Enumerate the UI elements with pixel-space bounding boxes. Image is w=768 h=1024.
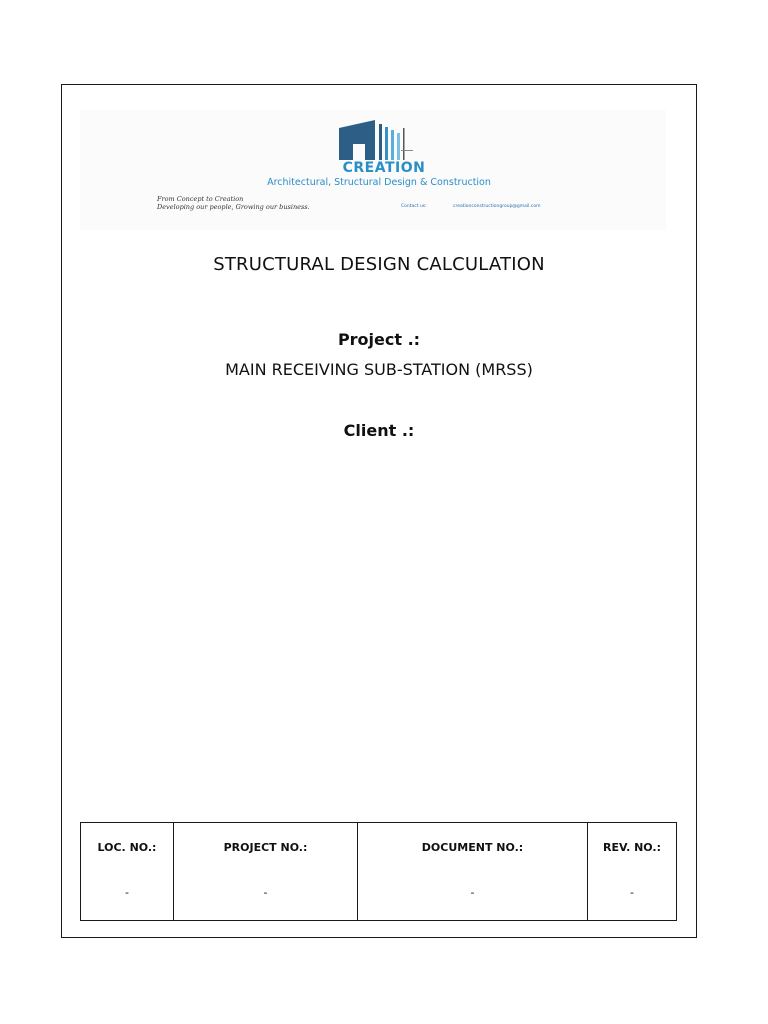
document-no-cell xyxy=(358,823,588,921)
brand-tagline: Architectural, Structural Design & Construction xyxy=(267,177,491,188)
project-no-cell xyxy=(174,823,358,921)
project-name: MAIN RECEIVING SUB-STATION (MRSS) xyxy=(225,360,533,379)
document-no-header: DOCUMENT NO.: xyxy=(421,840,524,854)
slogan xyxy=(157,196,310,211)
slogan-line-1: From Concept to Creation xyxy=(157,195,244,203)
client-label: Client .: xyxy=(343,421,415,440)
project-no-header: PROJECT NO.: xyxy=(223,840,308,854)
rev-no-header: REV. NO.: xyxy=(603,840,661,854)
rev-no-value: - xyxy=(630,885,634,899)
document-info-table xyxy=(80,822,677,921)
loc-no-cell xyxy=(81,823,174,921)
project-no-value: - xyxy=(263,885,268,899)
slogan-line-2: Developing our people, Growing our business. xyxy=(157,202,310,211)
document-no-value: - xyxy=(470,885,475,899)
contact-email[interactable]: creationconstructiongroup@gmail.com xyxy=(453,204,541,209)
loc-no-header: LOC. NO.: xyxy=(97,840,157,854)
document-title: STRUCTURAL DESIGN CALCULATION xyxy=(213,254,545,275)
building-logo-icon xyxy=(339,120,417,160)
contact-label: Contact us: xyxy=(401,204,427,209)
project-label: Project .: xyxy=(337,330,421,349)
rev-no-cell xyxy=(588,823,677,921)
loc-no-value: - xyxy=(125,885,129,899)
table-row xyxy=(81,823,677,921)
brand-name: CREATION xyxy=(342,160,426,176)
